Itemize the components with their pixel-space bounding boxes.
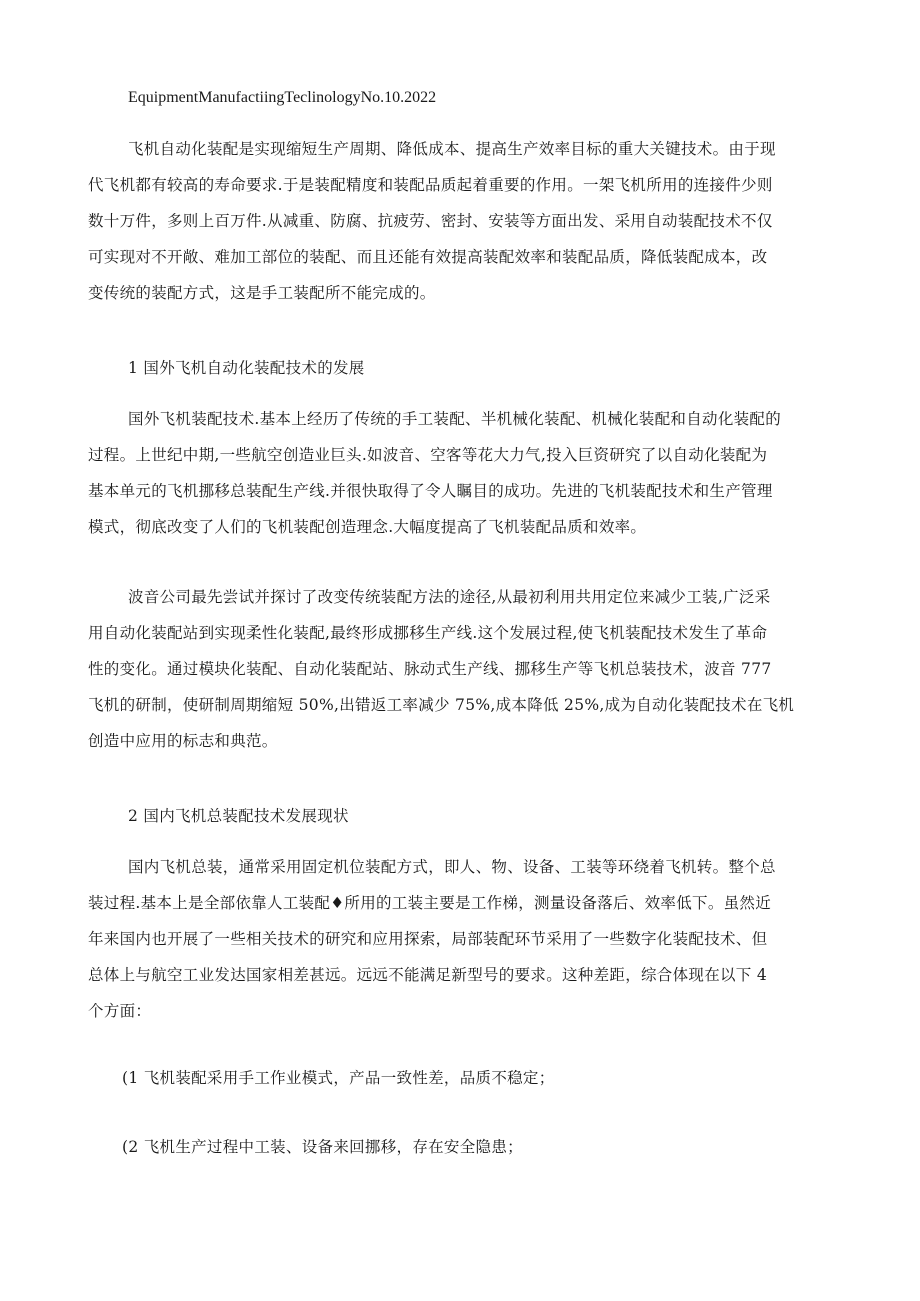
- list-item: (1 飞机装配采用手工作业模式，产品一致性差，品质不稳定；: [122, 1069, 555, 1087]
- paragraph-line: 过程。上世纪中期,一些航空创造业巨头.如波音、空客等花大力气,投入巨资研究了以自动化装配为: [88, 446, 768, 464]
- paragraph-line: 波音公司最先尝试并探讨了改变传统装配方法的途径,从最初利用共用定位来减少工装,广泛采: [128, 588, 771, 606]
- paragraph-line: 国内飞机总装，通常采用固定机位装配方式，即人、物、设备、工装等环绕着飞机转。整个总: [128, 858, 776, 876]
- paragraph-line: 性的变化。通过模块化装配、自动化装配站、脉动式生产线、挪移生产等飞机总装技术，波音 777: [88, 660, 772, 678]
- paragraph-line: 总体上与航空工业发达国家相差甚远。远远不能满足新型号的要求。这种差距，综合体现在以下 4: [88, 966, 767, 984]
- paragraph-line: 创造中应用的标志和典范。: [88, 732, 278, 750]
- paragraph-line: 年来国内也开展了一些相关技术的研究和应用探索，局部装配环节采用了一些数字化装配技术、但: [88, 930, 768, 948]
- paragraph-line: 国外飞机装配技术.基本上经历了传统的手工装配、半机械化装配、机械化装配和自动化装配的: [128, 410, 782, 428]
- paragraph-line: 数十万件，多则上百万件.从减重、防腐、抗疲劳、密封、安装等方面出发、采用自动装配技术不仅: [88, 212, 773, 230]
- paragraph-line: 个方面：: [88, 1002, 152, 1020]
- section-heading: 1 国外飞机自动化装配技术的发展: [128, 359, 365, 377]
- paragraph-line: 模式，彻底改变了人们的飞机装配创造理念.大幅度提高了飞机装配品质和效率。: [88, 518, 647, 536]
- paragraph-line: 基本单元的飞机挪移总装配生产线.并很快取得了令人瞩目的成功。先进的飞机装配技术和生产管理: [88, 482, 773, 500]
- paragraph-line: 代飞机都有较高的寿命要求.于是装配精度和装配品质起着重要的作用。一架飞机所用的连接件少则: [88, 176, 773, 194]
- paragraph-line: 用自动化装配站到实现柔性化装配,最终形成挪移生产线.这个发展过程,使飞机装配技术发生了革命: [88, 624, 768, 642]
- paragraph-line: 飞机的研制，使研制周期缩短 50%,出错返工率减少 75%,成本降低 25%,成为自动化装配技术在飞机: [88, 696, 795, 714]
- paragraph-line: 飞机自动化装配是实现缩短生产周期、降低成本、提高生产效率目标的重大关键技术。由于现: [128, 140, 776, 158]
- journal-header: EquipmentManufactiingTeclinologyNo.10.2022: [128, 89, 437, 106]
- list-item: (2 飞机生产过程中工装、设备来回挪移，存在安全隐患；: [122, 1138, 523, 1156]
- paragraph-line: 可实现对不开敞、难加工部位的装配、而且还能有效提高装配效率和装配品质，降低装配成本，改: [88, 248, 768, 266]
- paragraph-line: 装过程.基本上是全部依靠人工装配♦所用的工装主要是工作梯，测量设备落后、效率低下。虽然近: [88, 894, 772, 912]
- section-heading: 2 国内飞机总装配技术发展现状: [128, 807, 349, 825]
- paragraph-line: 变传统的装配方式，这是手工装配所不能完成的。: [88, 284, 436, 302]
